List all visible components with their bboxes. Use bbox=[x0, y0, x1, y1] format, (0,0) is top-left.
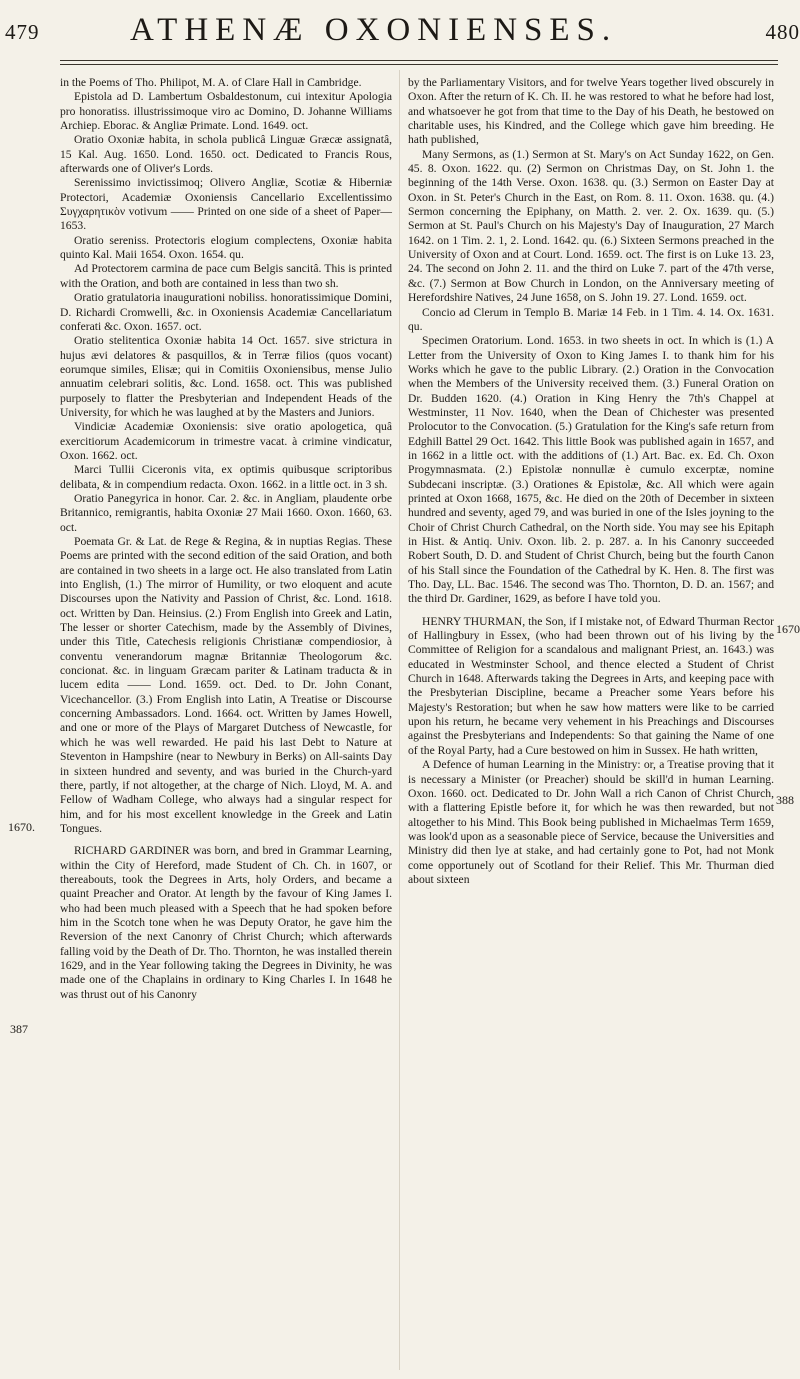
running-title: ATHENÆ OXONIENSES. bbox=[130, 12, 618, 48]
right-column bbox=[408, 76, 774, 887]
margin-year-1670: 1670. bbox=[8, 820, 35, 834]
paragraph: Epistola ad D. Lambertum Osbaldestonum, cui intexitur Apologia pro honoratiss. illustrissimoque viro ac Domino, D. Johanne Williams Archiep. Eborac. & Angliæ Primate. Lond. 1649. oct. bbox=[60, 90, 392, 133]
column-divider bbox=[399, 70, 400, 1370]
paragraph: Vindiciæ Academiæ Oxoniensis: sive oratio apologetica, quâ exercitiorum Academicorum in trimestre vacat. à crimine vindicatur, Oxon. 1662. oct. bbox=[60, 420, 392, 462]
paragraph: in the Poems of Tho. Philipot, M. A. of Clare Hall in Cambridge. bbox=[60, 76, 362, 89]
margin-year-1670-right: 1670 bbox=[776, 622, 800, 636]
margin-mark-387: 387 bbox=[10, 1022, 28, 1036]
paragraph: by the Parliamentary Visitors, and for twelve Years together lived obscurely in Oxon. After the return of K. Ch. II. he was restored to what he before had lost, and whatsoever he got from that time to the Day of his Death, he bestowed on charitable uses, his Kindred, and the College which gave him breeding. He hath published, bbox=[408, 76, 774, 147]
paragraph: Oratio Panegyrica in honor. Car. 2. &c. in Angliam, plaudente orbe Britannico, remigrantis, habita Oxoniæ 27 Maii 1660. Oxon. 1660, 63. oct. bbox=[60, 491, 392, 534]
paragraph: Oratio sereniss. Protectoris elogium complectens, Oxoniæ habita quinto Kal. Maii 1654. Oxon. 1654. qu. bbox=[60, 233, 392, 262]
paragraph: Oratio gratulatoria inaugurationi nobiliss. honoratissimique Domini, D. Richardi Cromwelli, &c. in Oxoniensis Academiæ Cancellariatum conferati &c. Oxon. 1657. oct. bbox=[60, 291, 392, 333]
paragraph: Many Sermons, as (1.) Sermon at St. Mary's on Act Sunday 1622, on Gen. 45. 8. Oxon. 1622. qu. (2) Sermon on Christmas Day, on St. John 1. the beginning of the 14th Verse. Oxon. 1638. qu. (3.) Sermon on Easter Day at Oxon. in St. Peter's Church in the East, on Rom. 8. 11. Oxon. 1638. qu. (4.) Sermon concerning the Epiphany, on Matth. 2. ver. 2. Ox. 1639. qu. (5.) Sermon at St. Paul's Church on his Majesty's Day of Inauguration, 27 March 1642. on 1 Tim. 2. 1, 2. Lond. 1642. qu. (6.) Sixteen Sermons preached in the University of Oxon and at Court. Lond. 1659. oct. The first is on Luke 13. 23, 24. The second on John 2. 11. and the third on Luke 7. part of the 47th verse, &c. (7.) Sermon at Bow Church in London, on the Anniversary meeting of Herefordshire Natives, 24 June 1658, on S. John 19. 27. Lond. 1659. oct. bbox=[408, 147, 774, 305]
paragraph: Ad Protectorem carmina de pace cum Belgis sancitâ. This is printed with the Oration, and both are contained in less than two sh. bbox=[60, 262, 392, 290]
entry-richard-gardiner: RICHARD GARDINER was born, and bred in Grammar Learning, within the City of Hereford, made Student of Ch. Ch. in 1607, or thereabouts, took the Degrees in Arts, holy Orders, and became a quaint Preacher and Orator. At length by the favour of King James I. who had been much pleased with a Speech that he had spoken before him in the Scotch tone when he was Deputy Orator, he gave him the Reversion of the next Canonry of Christ Church; which afterwards falling void by the Death of Dr. Tho. Thornton, he was installed therein 1629, and in the Year following taking the Degrees in Divinity, he was made one of the Chaplains in ordinary to King Charles I. In 1648 he was thrust out of his Canonry bbox=[60, 844, 392, 1001]
paragraph: A Defence of human Learning in the Ministry: or, a Treatise proving that it is necessary a Minister (or Preacher) should be skill'd in human Learning. Oxon. 1660. oct. Dedicated to Dr. John Wall a rich Canon of Christ Church, with a flattering Epistle before it, for which he was then rewarded, but not altogether to his Mind. This Book being published in Michaelmas Term 1659, was look'd upon as a seasonable piece of Service, because the Universities and Ministry did then lye at stake, and had certainly gone to Pot, had not Monk come opportunely out of Scotland for their Relief. This Mr. Thurman died about sixteen bbox=[408, 758, 774, 886]
paragraph: Poemata Gr. & Lat. de Rege & Regina, & in nuptias Regias. These Poems are printed with the second edition of the said Oration, and both are contained in two sheets in a large oct. He also translated from Latin into English, (1.) The mirror of Humility, or two eloquent and acute Discourses upon the Nativity and Passion of Christ, &c. Lond. 1618. oct. Written by Dan. Heinsius. (2.) From English into Greek and Latin, The lesser or shorter Catechism, made by the Assembly of Divines, under this Title, Catechesis religionis Christianæ compendiosior, à conventu venerandorum magnæ Britanniæ Theologorum &c. concionat. &c. in linguam Græcam pariter & Latinam traducta & in lucem edita —— Lond. 1659. oct. Ded. to Dr. John Conant, Vicechancellor. (3.) From English into Latin, A Treatise or Discourse concerning Ambassadors. Lond. 1664. oct. Written by James Howell, and one or more of the Plays of Margaret Dutchess of Newcastle, for which he was well rewarded. He paid his last Debt to Nature at Steventon in Hampshire (near to Newbury in Berks) on All-saints Day in sixteen hundred and seventy, and was buried in the Church-yard there, partly, if not altogether, at the charge of Nich. Lloyd, M. A. and Fellow of Wadham College, who always had a singular respect for him, and for his most excellent knowledge in the Greek and Latin Tongues. bbox=[60, 535, 392, 835]
paragraph: Marci Tullii Ciceronis vita, ex optimis quibusque scriptoribus delibata, & in compendium redacta. Oxon. 1662. in a little oct. in 3 sh. bbox=[60, 463, 392, 491]
page-number-left: 479 bbox=[5, 20, 40, 44]
left-column bbox=[60, 76, 392, 1002]
paragraph: Concio ad Clerum in Templo B. Mariæ 14 Feb. in 1 Tim. 4. 14. Ox. 1631. qu. bbox=[408, 305, 774, 333]
paragraph: Oratio Oxoniæ habita, in schola publicâ Linguæ Græcæ assignatâ, 15 Kal. Aug. 1650. Lond. 1650. oct. Dedicated to Francis Rous, afterwards one of Oliver's Lords. bbox=[60, 133, 392, 176]
header-rule bbox=[60, 60, 778, 61]
paragraph: Specimen Oratorium. Lond. 1653. in two sheets in oct. In which is (1.) A Letter from the University of Oxon to King James I. to thank him for his Works which he gave to the public Library. (2.) Oration in the Convocation when the Members of the University received them. (3.) Funeral Oration on Dr. Budden 1620. (4.) Oration in King Henry the 7th's Chappel at Westminster, 11 Nov. 1640, when the Dean of Chichester was presented Prolocutor to the Convocation. (5.) Gratulation for the King's safe return from Edghill Battel 29 Oct. 1642. This little Book was published again in 1657, and in 1662 in a little oct. with the additions of (1.) Art. Bac. ex. Ed. Ch. Oxon Progymnasmata. (2.) Epistolæ nonnullæ è cumulo excerptæ, nomine Subdecani inscriptæ. (3.) Orationes & Epistolæ, &c. All which were again printed at Oxon 1668, 1675, &c. He died on the 20th of December in sixteen hundred and seventy, aged 79, and was buried in one of the Isles joyning to the Choir of Christ Church Cathedral, on the North side. You may see his Epitaph in Hist. & Antiq. Univ. Oxon. lib. 2. p. 287. a. In his Canonry succeeded Robert South, D. D. and Student of Christ Church, being but the fourth Canon of his Stall since the Foundation of the Cathedral by K. Hen. 8. The first was Tho. Day, LL. Bac. 1546. The second was Tho. Thornton, D. D. an. 1567; and the third Dr. Gardiner, 1629, as before I have told you. bbox=[408, 334, 774, 606]
paragraph: Serenissimo invictissimoq; Olivero Angliæ, Scotiæ & Hiberniæ Protectori, Academiæ Oxoniensis Cancellario Excellentissimo Συγχαρητικὸν votivum —— Printed on one side of a sheet of Paper—1653. bbox=[60, 176, 392, 233]
paragraph: Oratio stelitentica Oxoniæ habita 14 Oct. 1657. sive strictura in hujus ævi delatores & pasquillos, & in Terræ filios (quos vocant) eorumque similes, Elisæ; qui in Comitiis Oxoniensibus, mense Julio annuatim celebrari solitis, &c. Lond. 1658. oct. This was published purposely to flatter the Presbyterian and Independent Heads of the University, for which he was laughed at by the Masters and Juniors. bbox=[60, 334, 392, 419]
page-number-right: 480 bbox=[765, 20, 800, 44]
margin-mark-388: 388 bbox=[776, 793, 794, 807]
header-rule-secondary bbox=[60, 64, 778, 65]
entry-henry-thurman: HENRY THURMAN, the Son, if I mistake not, of Edward Thurman Rector of Hallingbury in Essex, (who had been thrown out of his living by the Committee of Religion for a scandalous and malignant Priest, an. 1643.) was educated in Westminster School, and thence elected a Student of Christ Church in 1648. Afterwards taking the Degrees in Arts, and keeping pace with the Presbyterian Discipline, became a Preacher some Years before his Majesty's Restoration; but when he saw how matters were like to be carried upon his return, he became very vehement in his Preachings and Discourses against the Presbyterians and Independents: So that gaining the Name of one of the Royal Party, had a Cure bestowed on him in Sussex. He hath written, bbox=[408, 614, 774, 757]
